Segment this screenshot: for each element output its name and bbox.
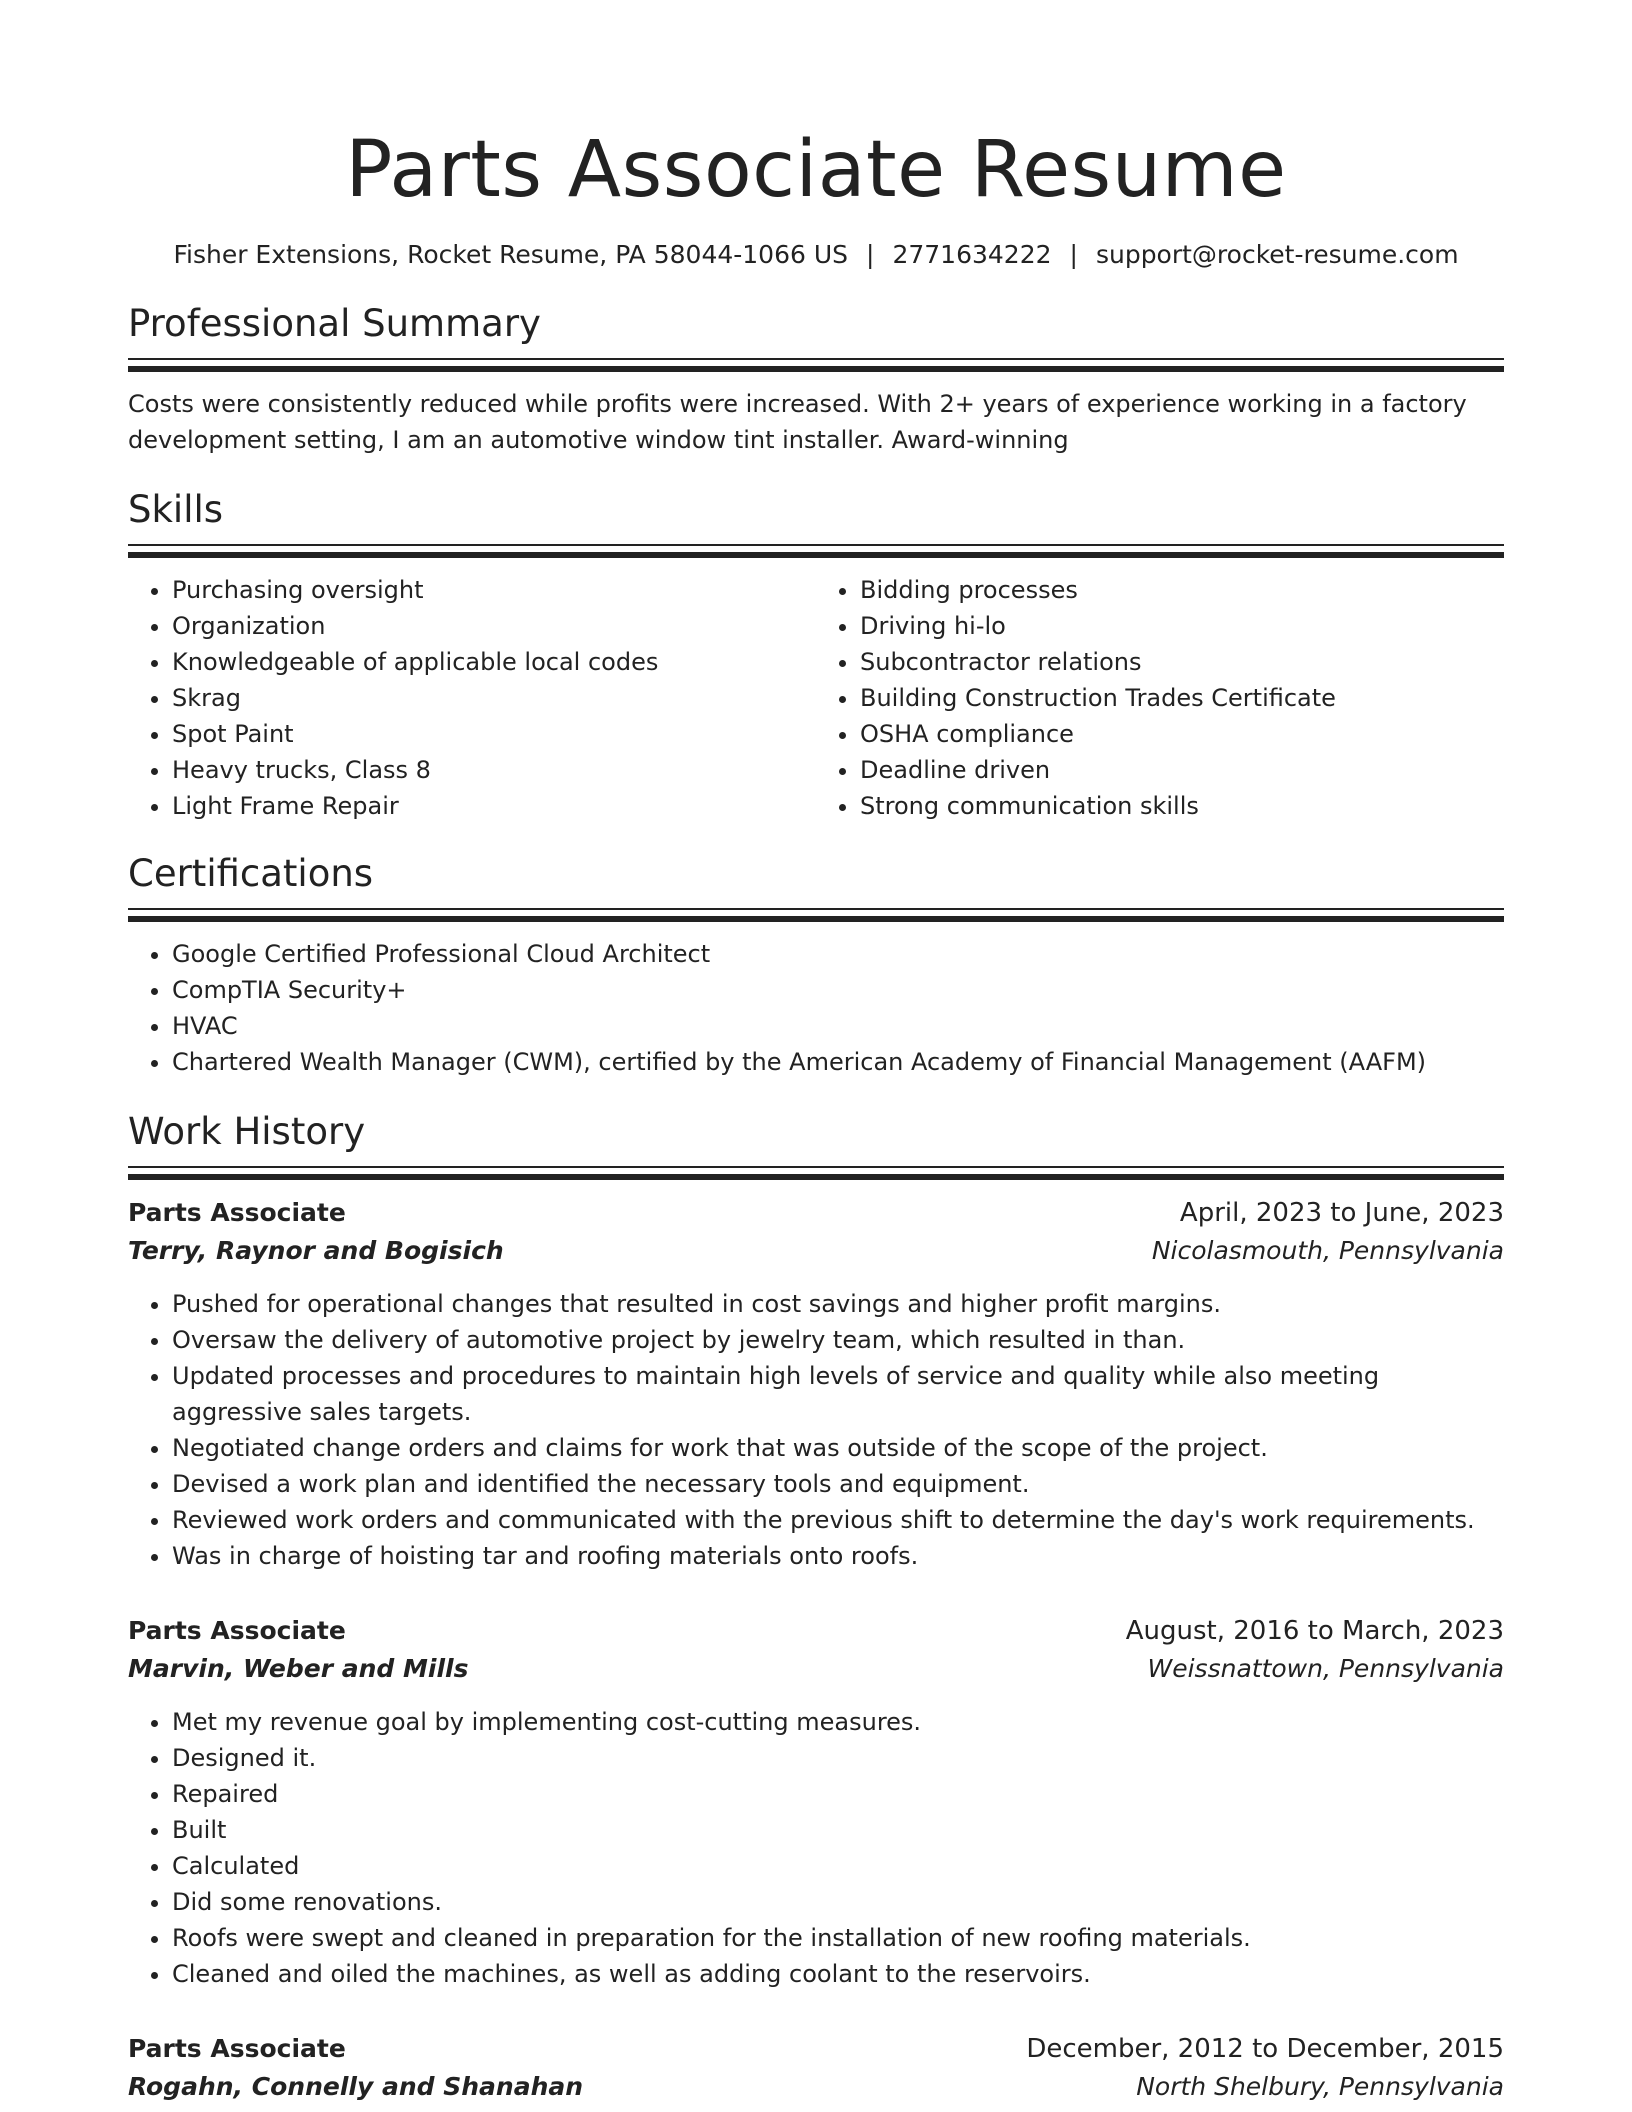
section-rule [128, 1166, 1504, 1168]
job-bullet: • Pushed for operational changes that resulted in cost savings and higher profit margins. [172, 1286, 1504, 1322]
skill-item: • Building Construction Trades Certificate [860, 680, 1504, 716]
skills-heading: Skills [128, 488, 224, 531]
job-bullet: • Repaired [172, 1776, 1504, 1812]
contact-line [128, 238, 1504, 272]
skill-item: • OSHA compliance [860, 716, 1504, 752]
skill-item: • Driving hi-lo [860, 608, 1504, 644]
section-rule-thick [128, 366, 1504, 372]
summary-heading: Professional Summary [128, 302, 541, 345]
page-title: Parts Associate Resume [345, 125, 1287, 215]
job-title: Parts Associate [128, 2034, 346, 2063]
job-company: Rogahn, Connelly and Shanahan [128, 2072, 584, 2101]
job-header [128, 1612, 1504, 1650]
work-history-section [128, 1110, 1504, 2106]
work-history-heading: Work History [128, 1110, 366, 1153]
job-bullet: • Negotiated change orders and claims for work that was outside of the scope of the project. [172, 1430, 1504, 1466]
skill-item: • Light Frame Repair [172, 788, 816, 824]
skill-item: • Strong communication skills [860, 788, 1504, 824]
job-bullet: • Roofs were swept and cleaned in preparation for the installation of new roofing materials. [172, 1920, 1504, 1956]
job-entry [128, 2030, 1504, 2106]
skills-section [128, 488, 1504, 824]
section-rule [128, 544, 1504, 546]
job-subheader [128, 1650, 1504, 1688]
skill-item: • Spot Paint [172, 716, 816, 752]
section-rule-thick [128, 552, 1504, 558]
job-bullet: • Oversaw the delivery of automotive project by jewelry team, which resulted in than. [172, 1322, 1504, 1358]
skill-item: • Deadline driven [860, 752, 1504, 788]
skill-item: • Subcontractor relations [860, 644, 1504, 680]
skill-item: • Organization [172, 608, 816, 644]
section-rule [128, 358, 1504, 360]
job-bullet: • Updated processes and procedures to maintain high levels of service and quality while also meeting aggressive sales targets. [172, 1358, 1504, 1430]
skill-item: • Heavy trucks, Class 8 [172, 752, 816, 788]
job-subheader [128, 1232, 1504, 1270]
skills-columns [128, 572, 1504, 824]
job-bullet: • Cleaned and oiled the machines, as well as adding coolant to the reservoirs. [172, 1956, 1504, 1992]
skills-list-left [128, 572, 816, 824]
certifications-heading: Certifications [128, 852, 374, 895]
certification-item: • HVAC [172, 1008, 1504, 1044]
job-bullet: • Calculated [172, 1848, 1504, 1884]
skill-item: • Purchasing oversight [172, 572, 816, 608]
job-bullet: • Did some renovations. [172, 1884, 1504, 1920]
job-bullet: • Was in charge of hoisting tar and roofing materials onto roofs. [172, 1538, 1504, 1574]
section-rule-thick [128, 916, 1504, 922]
job-dates: December, 2012 to December, 2015 [1026, 2034, 1504, 2064]
contact-address: Fisher Extensions, Rocket Resume, PA 58044-1066 US [173, 240, 849, 269]
job-bullet: • Designed it. [172, 1740, 1504, 1776]
section-rule-thick [128, 1174, 1504, 1180]
job-dates: August, 2016 to March, 2023 [1125, 1616, 1504, 1646]
job-entry [128, 1194, 1504, 1574]
certification-item: • CompTIA Security+ [172, 972, 1504, 1008]
skills-list-right [816, 572, 1504, 824]
job-location: Nicolasmouth, Pennsylvania [1151, 1236, 1504, 1265]
certification-item: • Google Certified Professional Cloud Architect [172, 936, 1504, 972]
job-bullets [128, 1704, 1504, 1992]
contact-email: support@rocket-resume.com [1095, 240, 1459, 269]
skill-item: • Knowledgeable of applicable local codes [172, 644, 816, 680]
contact-separator: | [866, 240, 875, 269]
job-bullet: • Devised a work plan and identified the necessary tools and equipment. [172, 1466, 1504, 1502]
job-company: Terry, Raynor and Bogisich [128, 1236, 504, 1265]
certifications-section [128, 852, 1504, 1080]
contact-separator: | [1069, 240, 1078, 269]
certification-item: • Chartered Wealth Manager (CWM), certified by the American Academy of Financial Management (AAFM) [172, 1044, 1504, 1080]
job-entry [128, 1612, 1504, 1992]
job-subheader [128, 2068, 1504, 2106]
job-bullets [128, 1286, 1504, 1574]
contact-phone: 2771634222 [892, 240, 1052, 269]
job-bullet: • Built [172, 1812, 1504, 1848]
summary-text: Costs were consistently reduced while profits were increased. With 2+ years of experience working in a factory development setting, I am an automotive window tint installer. Award-winning [128, 390, 1467, 454]
job-title: Parts Associate [128, 1616, 346, 1645]
skill-item: • Bidding processes [860, 572, 1504, 608]
job-location: Weissnattown, Pennsylvania [1147, 1654, 1504, 1683]
job-title: Parts Associate [128, 1198, 346, 1227]
certifications-list [128, 936, 1504, 1080]
job-dates: April, 2023 to June, 2023 [1179, 1198, 1504, 1228]
skill-item: • Skrag [172, 680, 816, 716]
job-header [128, 2030, 1504, 2068]
summary-section [128, 302, 1504, 458]
job-company: Marvin, Weber and Mills [128, 1654, 469, 1683]
section-rule [128, 908, 1504, 910]
job-bullet: • Met my revenue goal by implementing cost-cutting measures. [172, 1704, 1504, 1740]
job-location: North Shelbury, Pennsylvania [1136, 2072, 1504, 2101]
job-header [128, 1194, 1504, 1232]
job-bullet: • Reviewed work orders and communicated with the previous shift to determine the day's work requirements. [172, 1502, 1504, 1538]
resume-page [128, 0, 1504, 2106]
